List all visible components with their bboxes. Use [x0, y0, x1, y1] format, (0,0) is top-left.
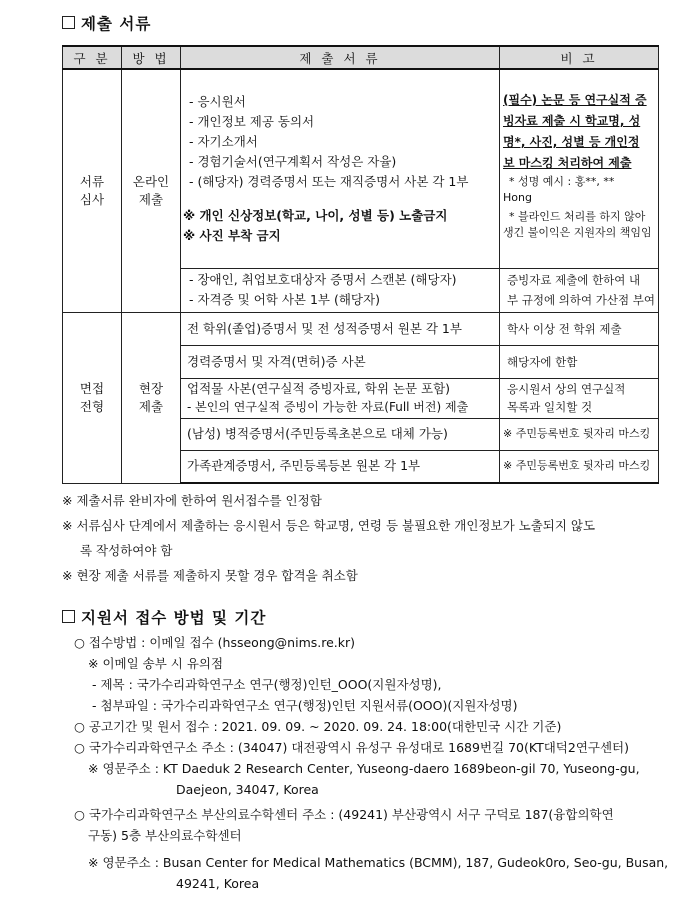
doc-line: - 자기소개서: [189, 133, 258, 149]
checkbox-square-icon: [62, 16, 75, 29]
doc-line: - 개인정보 제공 동의서: [189, 113, 315, 129]
remark-line: 증빙자료 제출에 한하여 내: [507, 273, 641, 287]
remark-small: * 성명 예시 : 홍**, **: [509, 175, 615, 188]
remark-line: 보 마스킹 처리하여 제출: [503, 156, 632, 170]
notes-block: [62, 488, 662, 588]
table-row-interview-1: [63, 312, 659, 345]
interview-remark-cell: ※ 주민등록번호 뒷자리 마스킹: [500, 450, 659, 483]
interview-doc-cell: 전 학위(졸업)증명서 및 전 성적증명서 원본 각 1부: [181, 312, 500, 345]
doc-line: - (해당자) 경력증명서 또는 재직증명서 사본 각 1부: [189, 173, 469, 189]
interview-remark-cell: 응시원서 상의 연구실적 목록과 일치할 것: [500, 378, 659, 418]
info-line: ○ 접수방법 : 이메일 접수 (hsseong@nims.re.kr): [74, 635, 356, 650]
note-line: ※ 현장 제출 서류를 제출하지 못할 경우 합격을 취소함: [62, 568, 358, 583]
interview-doc-cell: 가족관계증명서, 주민등록등본 원본 각 1부: [181, 450, 500, 483]
doc-line: - 응시원서: [189, 93, 246, 109]
checkbox-square-icon: [62, 610, 75, 623]
info-line: ○ 국가수리과학연구소 주소 : (34047) 대전광역시 유성구 유성대로 1689번길 70(KT대덕2연구센터): [74, 740, 630, 755]
method-online: 온라인 제출: [122, 69, 181, 312]
section-title-application: 지원서 접수 방법 및 기간: [62, 606, 266, 628]
info-line: ○ 공고기간 및 원서 접수 : 2021. 09. 09. ~ 2020. 09. 24. 18:00(대한민국 시간 기준): [74, 719, 562, 734]
remark-small: Hong: [503, 191, 532, 204]
warning-line: ※ 사진 부착 금지: [183, 227, 281, 243]
method-onsite: 현장 제출: [122, 312, 181, 483]
remark-line: 부 규정에 의하여 가산점 부여: [507, 293, 655, 307]
section-title-documents: 제출 서류: [62, 12, 151, 34]
table-row-screening: [63, 69, 659, 268]
doc-line: - 자격증 및 어학 사본 1부 (해당자): [189, 292, 380, 307]
warning-line: ※ 개인 신상정보(학교, 나이, 성별 등) 노출금지: [183, 207, 448, 223]
info-line: ※ 영문주소 : KT Daeduk 2 Research Center, Yuseong-daero 1689beon-gil 70, Yuseong-gu,: [88, 761, 640, 776]
interview-remark-cell: 학사 이상 전 학위 제출: [500, 312, 659, 345]
remark-line: (필수) 논문 등 연구실적 증: [503, 93, 647, 107]
remark-line: 빙자료 제출 시 학교명, 성: [503, 114, 641, 128]
interview-remark-cell: ※ 주민등록번호 뒷자리 마스킹: [500, 418, 659, 450]
note-line: ※ 서류심사 단계에서 제출하는 응시원서 등은 학교명, 연령 등 불필요한 개인정보가 노출되지 않도: [62, 518, 596, 533]
info-line: - 제목 : 국가수리과학연구소 연구(행정)인턴_OOO(지원자성명),: [92, 677, 442, 692]
table-header-row: [63, 46, 659, 69]
note-line: 록 작성하여야 함: [80, 543, 173, 558]
extra-docs-cell: [181, 268, 500, 312]
extra-remark-cell: [500, 268, 659, 312]
header-method: 방 법: [122, 46, 181, 69]
application-info: [62, 632, 682, 894]
category-screening: 서류 심사: [63, 69, 122, 312]
remark-small: 생긴 불이익은 지원자의 책임임: [503, 226, 652, 239]
info-line: ○ 국가수리과학연구소 부산의료수학센터 주소 : (49241) 부산광역시 서구 구덕로 187(융합의학연: [74, 807, 614, 822]
note-line: ※ 제출서류 완비자에 한하여 원서접수를 인정함: [62, 493, 322, 508]
info-line: ※ 이메일 송부 시 유의점: [88, 656, 224, 671]
header-remarks: 비 고: [500, 46, 659, 69]
doc-line: - 경험기술서(연구계획서 작성은 자율): [189, 153, 397, 169]
documents-table: [62, 45, 659, 484]
info-line: - 첨부파일 : 국가수리과학연구소 연구(행정)인턴 지원서류(OOO)(지원자성명): [92, 698, 518, 713]
header-documents: 제 출 서 류: [181, 46, 500, 69]
screening-remark-cell: [500, 69, 659, 268]
info-line: 구동) 5층 부산의료수학센터: [88, 828, 242, 843]
interview-doc-cell: 업적물 사본(연구실적 증빙자료, 학위 논문 포함) - 본인의 연구실적 증빙이 가능한 자료(Full 버전) 제출: [181, 378, 500, 418]
category-interview: 면접 전형: [63, 312, 122, 483]
header-category: 구 분: [63, 46, 122, 69]
info-line: ※ 영문주소 : Busan Center for Medical Mathematics (BCMM), 187, Gudeok0ro, Seo-gu, Busan,: [88, 855, 669, 870]
interview-doc-cell: 경력증명서 및 자격(면허)증 사본: [181, 345, 500, 378]
info-line: 49241, Korea: [176, 876, 260, 891]
doc-line: - 장애인, 취업보호대상자 증명서 스캔본 (해당자): [189, 272, 457, 287]
remark-small: * 블라인드 처리를 하지 않아: [509, 210, 646, 223]
interview-doc-cell: (남성) 병적증명서(주민등록초본으로 대체 가능): [181, 418, 500, 450]
info-line: Daejeon, 34047, Korea: [176, 782, 319, 797]
interview-remark-cell: 해당자에 한함: [500, 345, 659, 378]
screening-docs-cell: [181, 69, 500, 268]
remark-line: 명*, 사진, 성별 등 개인정: [503, 135, 640, 149]
